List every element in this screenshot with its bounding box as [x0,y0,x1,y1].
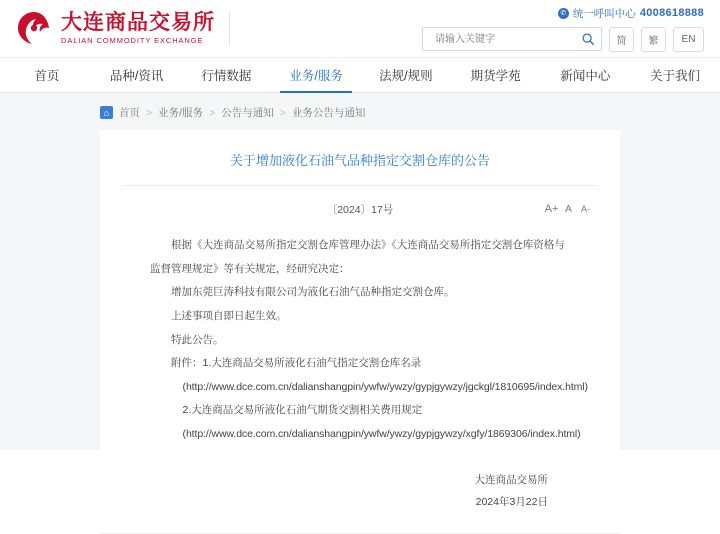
lang-english-button[interactable]: EN [673,27,704,52]
document-paragraph-1: 根据《大连商品交易所指定交割仓库管理办法》《大连商品交易所指定交割仓库资格与监督管理规定》等有关规定，经研究决定： [150,239,565,275]
lang-simplified-button[interactable]: 简 [609,27,634,52]
attachment-2-label: 2.大连商品交易所液化石油气期货交割相关费用规定 [182,404,423,417]
phone-icon: ✆ [558,8,569,19]
lang-traditional-button[interactable]: 繁 [641,27,666,52]
main-navigation [0,57,720,93]
nav-item-business-services[interactable]: 业务/服务 [271,58,361,92]
search-glyph [581,32,595,46]
attachment-2-url[interactable]: (http://www.dce.com.cn/dalianshangpin/ywfw/ywzy/gypjgywzy/xgfy/1869306/index.html) [182,428,581,440]
breadcrumb-item-business-announcements[interactable]: 业务公告与通知 [291,107,366,119]
dce-logo-icon [14,9,54,49]
hotline [558,6,704,21]
page-title: 关于增加液化石油气品种指定交割仓库的公告 [122,148,598,186]
nav-item-market-data[interactable]: 行情数据 [201,69,252,83]
font-normal-button[interactable]: A [565,203,572,215]
signature-date: 2024年3月22日 [475,495,548,508]
font-decrease-button[interactable]: A- [581,204,590,214]
home-icon: ⌂ [100,106,113,119]
page-content [0,93,720,508]
search-icon[interactable] [579,30,597,48]
header-right [422,6,704,52]
hotline-label: 统一呼叫中心 [572,7,636,20]
nav-item-about-us[interactable]: 关于我们 [650,69,701,83]
breadcrumb-separator: > [279,106,286,119]
top-header [0,0,720,57]
font-size-controls [545,203,592,216]
search-and-language [422,27,704,52]
logo-text-cn: 大连商品交易所 [61,10,215,34]
document-body [142,234,588,447]
nav-item-home[interactable]: 首页 [34,69,60,83]
nav-item-news[interactable]: 新闻中心 [560,69,611,83]
nav-item-academy[interactable]: 期货学苑 [470,69,521,83]
header-divider [229,12,230,46]
document-paragraph-2: 增加东莞巨涛科技有限公司为液化石油气品种指定交割仓库。 [171,286,455,299]
document-number: 〔2024〕17号 [326,203,394,216]
document-signature-block [142,469,578,513]
document-meta-row [142,200,590,218]
site-logo[interactable] [14,9,215,49]
document-paragraph-4: 特此公告。 [171,333,224,346]
search-box[interactable] [422,27,602,51]
breadcrumb-item-home[interactable]: 首页 [119,107,140,119]
breadcrumb [0,93,720,130]
nav-item-varieties[interactable]: 品种/资讯 [109,69,164,83]
document-paragraph-3: 上述事项自即日起生效。 [171,309,287,322]
hotline-number: 4008618888 [639,7,704,19]
attachment-1-url[interactable]: (http://www.dce.com.cn/dalianshangpin/ywfw/ywzy/gypjgywzy/jgckgl/1810695/index.html) [182,380,588,393]
logo-text-en: DALIAN COMMODITY EXCHANGE [61,36,204,46]
breadcrumb-item-business-services[interactable]: 业务/服务 [158,107,204,119]
signature-organization: 大连商品交易所 [474,473,548,486]
breadcrumb-item-announcements[interactable]: 公告与通知 [221,107,274,119]
breadcrumb-separator: > [209,106,216,119]
nav-item-regulations[interactable]: 法规/规则 [379,69,433,83]
font-increase-button[interactable]: A+ [544,203,559,215]
attachment-1-label: 附件：1.大连商品交易所液化石油气指定交割仓库名录 [171,357,422,370]
announcement-document [100,130,620,534]
breadcrumb-separator: > [146,106,153,119]
search-input[interactable] [433,33,579,46]
